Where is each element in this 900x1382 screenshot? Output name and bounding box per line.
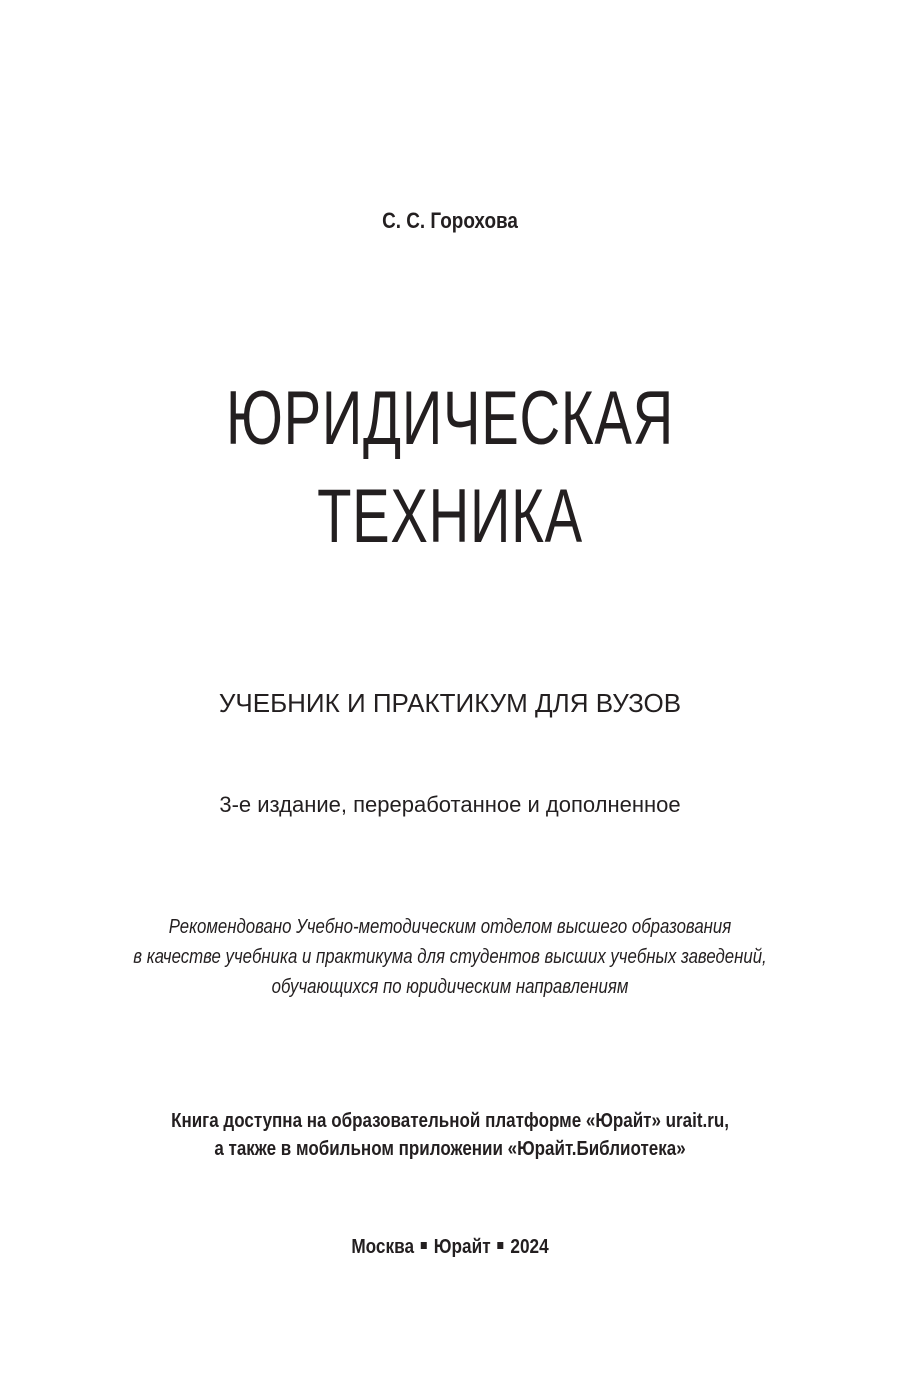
recommendation-line-3: обучающихся по юридическим направлениям (271, 976, 629, 998)
book-title-line-2: ТЕХНИКА (317, 474, 583, 559)
edition-note: 3-е издание, переработанное и дополненное (219, 792, 681, 817)
availability-line-2: а также в мобильном приложении «Юрайт.Библиотека» (214, 1138, 686, 1160)
imprint-year: 2024 (510, 1236, 549, 1258)
square-separator-icon (498, 1242, 504, 1249)
imprint-publisher: Юрайт (433, 1236, 491, 1258)
imprint (63, 1232, 837, 1262)
recommendation-line-2: в качестве учебника и практикума для студентов высших учебных заведений, (133, 946, 767, 968)
book-title-line-1: ЮРИДИЧЕСКАЯ (226, 376, 674, 461)
recommendation-line-1: Рекомендовано Учебно-методическим отделом высшего образования (168, 916, 732, 938)
imprint-city: Москва (351, 1236, 415, 1258)
square-separator-icon (421, 1242, 427, 1249)
book-subtitle: УЧЕБНИК И ПРАКТИКУМ ДЛЯ ВУЗОВ (218, 688, 682, 718)
author-name: С. С. Горохова (382, 208, 518, 233)
availability-line-1: Книга доступна на образовательной платформе «Юрайт» urait.ru, (171, 1110, 729, 1132)
